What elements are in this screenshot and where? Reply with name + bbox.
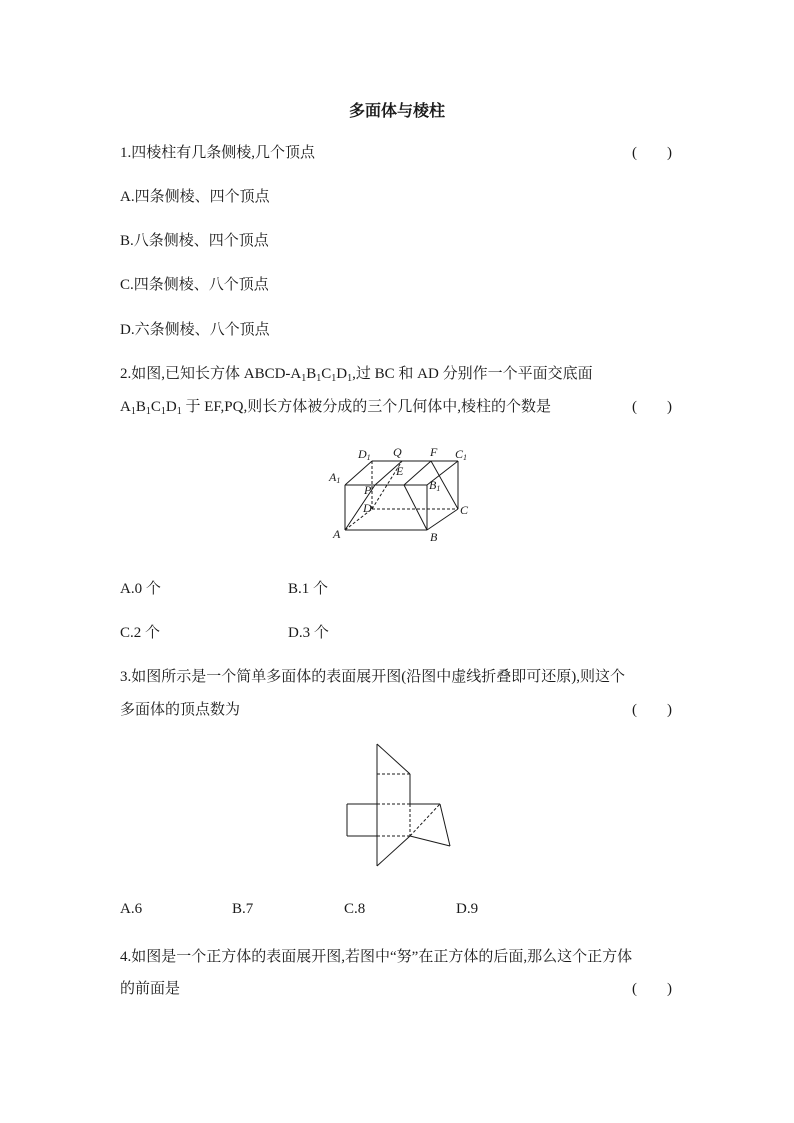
label-e: E: [396, 464, 404, 478]
label-a: A: [333, 527, 341, 541]
label-c1: C1: [455, 447, 468, 462]
q1-option-b: B.八条侧棱、四个顶点: [120, 233, 269, 249]
q3-option-b: B.7: [232, 901, 254, 917]
q3-option-d: D.9: [456, 901, 479, 917]
q1-option-a: A.四条侧棱、四个顶点: [120, 189, 270, 205]
label-b: B: [430, 530, 438, 544]
q2-stem-line2: $A_1B_1C_1D_1$ 于 EF,PQ,则长方体被分成的三个几何体中,棱柱的个数是: [120, 399, 551, 417]
q2-option-c: C.2 个: [120, 625, 161, 641]
label-f: F: [430, 445, 438, 459]
label-a1: A1: [329, 470, 341, 485]
page-title: 多面体与棱柱: [348, 103, 445, 120]
q1-option-d: D.六条侧棱、八个顶点: [120, 322, 270, 338]
q2-option-a: A.0 个: [120, 581, 161, 597]
q1-stem: 1.四棱柱有几条侧棱,几个顶点: [120, 145, 316, 161]
q1-answer-bracket: ( ): [632, 145, 672, 161]
label-b1: B1: [429, 478, 441, 493]
cuboid-figure: [325, 442, 475, 547]
label-c: C: [460, 503, 469, 517]
label-p: P: [364, 483, 372, 497]
q3-stem-line2: 多面体的顶点数为: [120, 702, 241, 718]
label-d: D: [363, 501, 372, 515]
q4-answer-bracket: ( ): [632, 981, 672, 997]
label-d1: D1: [358, 447, 371, 462]
q4-stem-line1: 4.如图是一个正方体的表面展开图,若图中“努”在正方体的后面,那么这个正方体: [120, 949, 633, 965]
q4-stem-line2: 的前面是: [120, 981, 181, 997]
q1-option-c: C.四条侧棱、八个顶点: [120, 277, 269, 293]
q2-option-b: B.1 个: [288, 581, 329, 597]
q3-answer-bracket: ( ): [632, 702, 672, 718]
q2-answer-bracket: ( ): [632, 399, 672, 415]
q3-option-a: A.6: [120, 901, 143, 917]
q3-stem-line1: 3.如图所示是一个简单多面体的表面展开图(沿图中虚线折叠即可还原),则这个: [120, 669, 625, 685]
q3-option-c: C.8: [344, 901, 366, 917]
q2-option-d: D.3 个: [288, 625, 329, 641]
polyhedron-net-figure: [340, 738, 460, 872]
q2-stem-line1: 2.如图,已知长方体 ABCD-$A_1B_1C_1D_1$,过 BC 和 AD 分别作一个平面交底面: [120, 366, 593, 384]
label-q: Q: [393, 445, 402, 459]
